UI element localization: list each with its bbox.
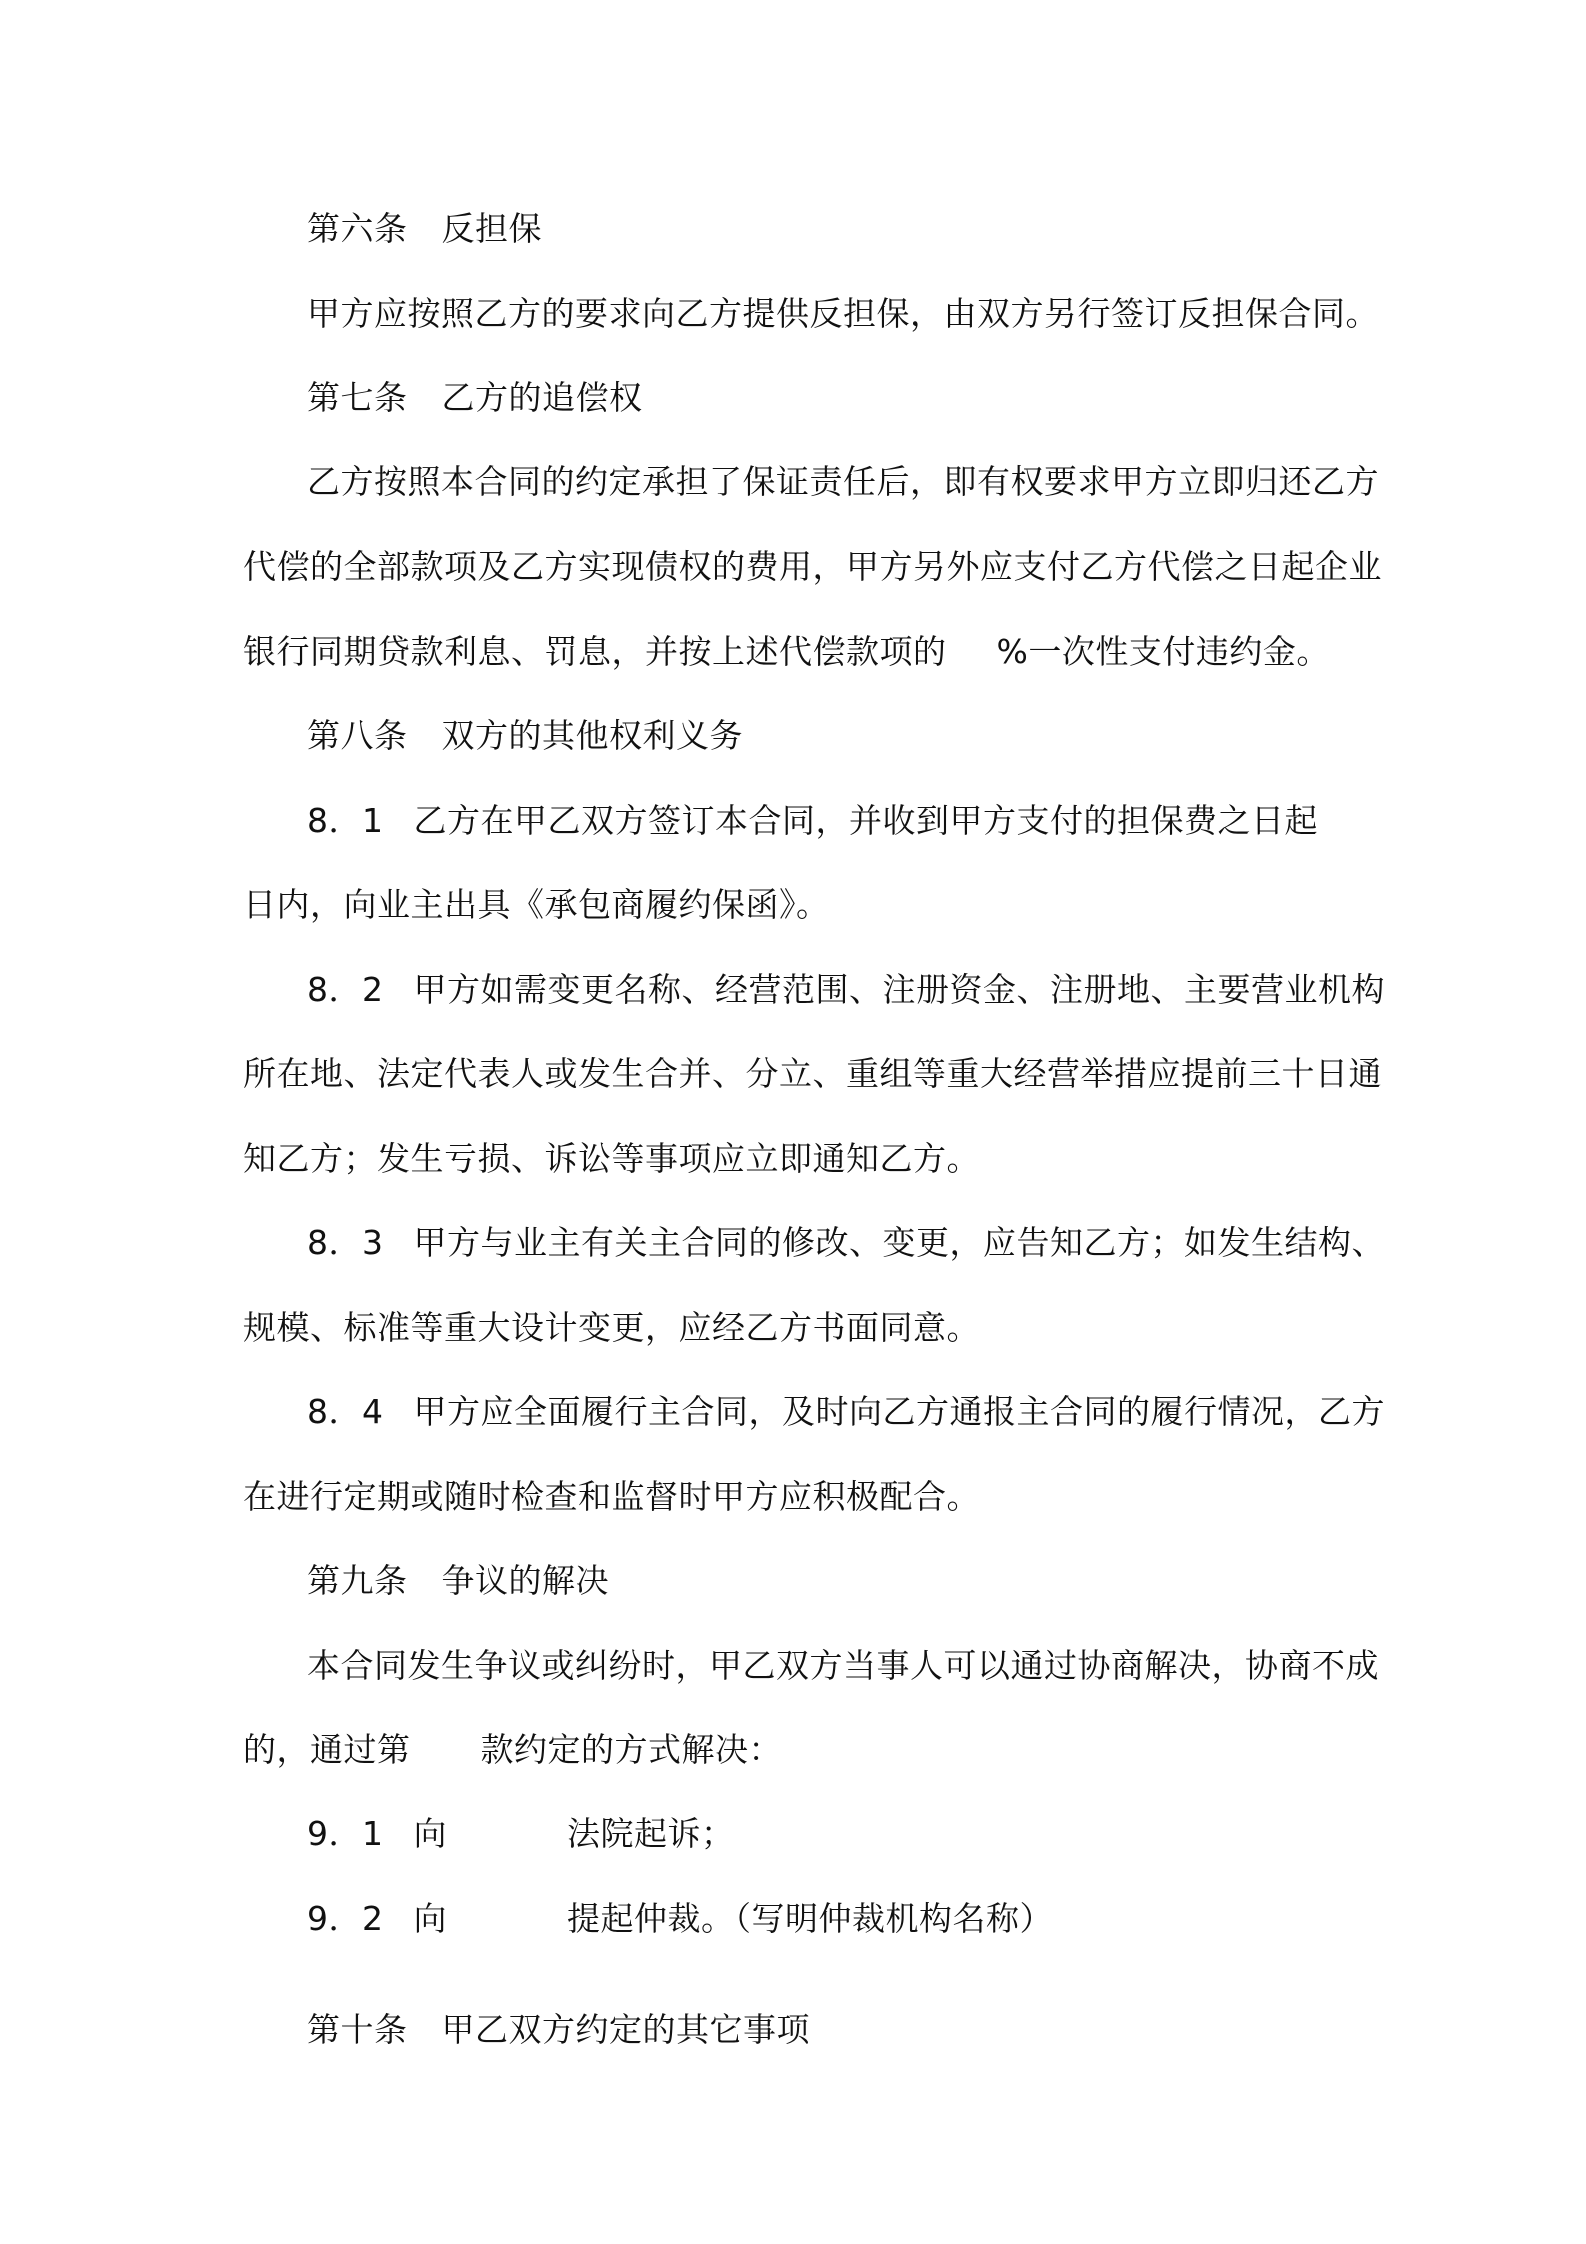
article-number: 第七条 bbox=[307, 378, 408, 417]
clause-9-1-line: 9．1 向 法院起诉； bbox=[307, 1814, 735, 1853]
clause-8-4-line: 8．4 甲方应全面履行主合同，及时向乙方通报主合同的履行情况，乙方 bbox=[307, 1392, 1385, 1431]
article-6-heading bbox=[307, 209, 542, 249]
article-number: 第九条 bbox=[307, 1561, 408, 1600]
article-title: 双方的其他权利义务 bbox=[441, 716, 743, 755]
article-9-paragraph-line: 的，通过第 款约定的方式解决： bbox=[243, 1730, 782, 1769]
clause-8-1-line: 8．1 乙方在甲乙双方签订本合同，并收到甲方支付的担保费之日起 bbox=[307, 801, 1318, 840]
clause-number: 8．2 bbox=[307, 970, 384, 1009]
article-6-paragraph: 甲方应按照乙方的要求向乙方提供反担保，由双方另行签订反担保合同。 bbox=[307, 294, 1379, 333]
article-number: 第十条 bbox=[307, 2010, 408, 2049]
clause-8-2-line: 8．2 甲方如需变更名称、经营范围、注册资金、注册地、主要营业机构 bbox=[307, 970, 1385, 1009]
clause-8-2-line: 所在地、法定代表人或发生合并、分立、重组等重大经营举措应提前三十日通 bbox=[243, 1054, 1382, 1093]
clause-9-2-line: 9．2 向 提起仲裁。（写明仲裁机构名称） bbox=[307, 1899, 1053, 1938]
article-title: 乙方的追偿权 bbox=[441, 378, 643, 417]
article-number: 第八条 bbox=[307, 716, 408, 755]
article-title: 争议的解决 bbox=[441, 1561, 609, 1600]
article-7-paragraph-line: 代偿的全部款项及乙方实现债权的费用，甲方另外应支付乙方代偿之日起企业 bbox=[243, 547, 1382, 586]
article-7-heading bbox=[307, 378, 643, 418]
clause-8-2-line: 知乙方；发生亏损、诉讼等事项应立即通知乙方。 bbox=[243, 1139, 980, 1178]
clause-8-3-line: 8．3 甲方与业主有关主合同的修改、变更，应告知乙方；如发生结构、 bbox=[307, 1223, 1385, 1262]
clause-8-1-line: 日内，向业主出具《承包商履约保函》。 bbox=[243, 885, 830, 924]
article-8-heading bbox=[307, 716, 743, 756]
clause-8-4-line: 在进行定期或随时检查和监督时甲方应积极配合。 bbox=[243, 1477, 980, 1516]
clause-number: 8．1 bbox=[307, 801, 384, 840]
clause-number: 8．4 bbox=[307, 1392, 384, 1431]
article-7-paragraph-line: 银行同期贷款利息、罚息，并按上述代偿款项的 %一次性支付违约金。 bbox=[243, 632, 1330, 671]
article-10-heading bbox=[307, 2010, 810, 2050]
clause-number: 8．3 bbox=[307, 1223, 384, 1262]
clause-8-3-line: 规模、标准等重大设计变更，应经乙方书面同意。 bbox=[243, 1308, 980, 1347]
article-title: 反担保 bbox=[441, 209, 542, 248]
article-7-paragraph-line: 乙方按照本合同的约定承担了保证责任后，即有权要求甲方立即归还乙方 bbox=[307, 462, 1379, 501]
clause-number: 9．1 bbox=[307, 1814, 384, 1853]
article-title: 甲乙双方约定的其它事项 bbox=[441, 2010, 810, 2049]
article-9-heading bbox=[307, 1561, 609, 1601]
article-9-paragraph-line: 本合同发生争议或纠纷时，甲乙双方当事人可以通过协商解决，协商不成 bbox=[307, 1646, 1379, 1685]
article-number: 第六条 bbox=[307, 209, 408, 248]
clause-number: 9．2 bbox=[307, 1899, 384, 1938]
